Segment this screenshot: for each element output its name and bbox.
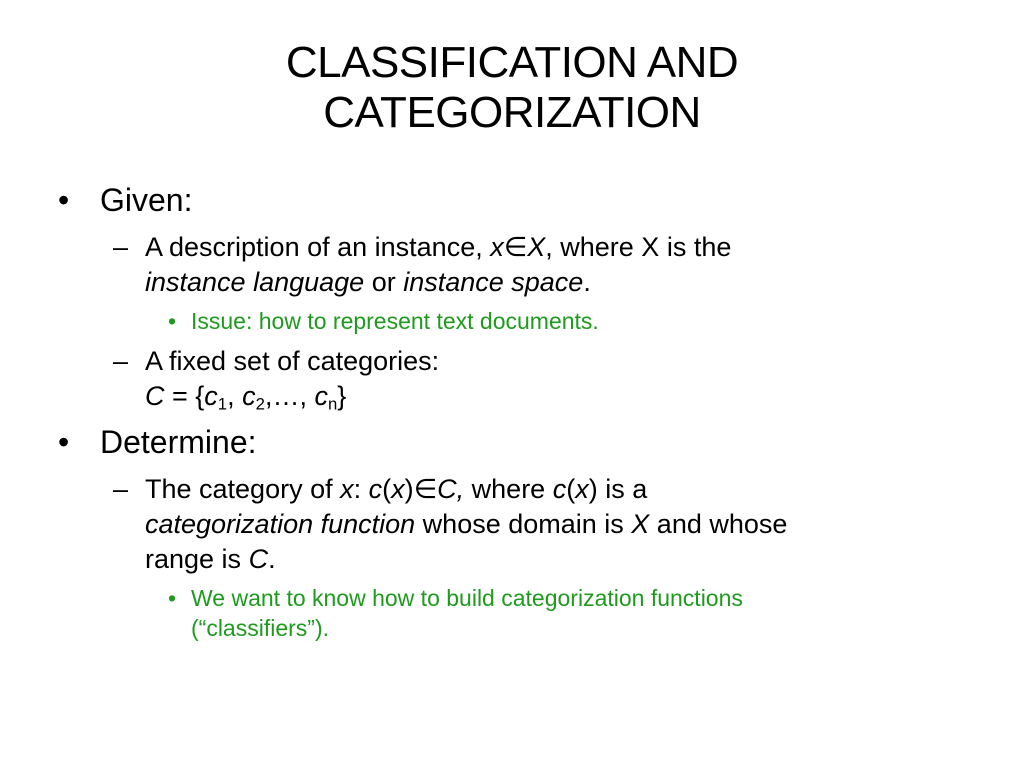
bullet-given bbox=[58, 180, 978, 220]
category-set: $C = \{c_1$, $c_2,\dots$, $c_n$} bbox=[145, 381, 347, 414]
bullet-given-label: Given: bbox=[100, 182, 193, 218]
sub-bullet-instance bbox=[58, 230, 978, 300]
dash-icon: – bbox=[113, 232, 129, 262]
slide-body bbox=[58, 180, 978, 643]
bullet-determine bbox=[58, 422, 978, 462]
sub-bullet-category-of-x bbox=[58, 472, 978, 577]
bullet-dot-icon: • bbox=[168, 585, 177, 611]
bullet-dot-icon: • bbox=[58, 424, 70, 460]
note-build-classifiers-label: We want to know how to build categorization functions (“classifiers”). bbox=[191, 585, 743, 641]
dash-icon: – bbox=[113, 346, 129, 376]
categories-text: A fixed set of categories: bbox=[145, 346, 440, 376]
title-line-1: CLASSIFICATION AND bbox=[285, 38, 739, 87]
category-of-x-text: The category of x: c(x)∈C, where c(x) is a categorization function whose domain is X and whose range is C. bbox=[145, 474, 788, 574]
bullet-determine-label: Determine: bbox=[100, 424, 257, 460]
bullet-dot-icon: • bbox=[58, 182, 70, 218]
note-represent-text bbox=[58, 306, 978, 336]
instance-text: A description of an instance, x∈X, where X is the instance language or instance space. bbox=[145, 232, 732, 297]
dash-icon: – bbox=[113, 474, 129, 504]
slide-title bbox=[0, 38, 1024, 138]
title-line-2: CATEGORIZATION bbox=[323, 88, 701, 137]
note-build-classifiers bbox=[58, 583, 978, 643]
bullet-dot-icon: • bbox=[168, 308, 177, 334]
sub-bullet-categories bbox=[58, 344, 978, 379]
note-represent-text-label: Issue: how to represent text documents. bbox=[191, 308, 599, 334]
